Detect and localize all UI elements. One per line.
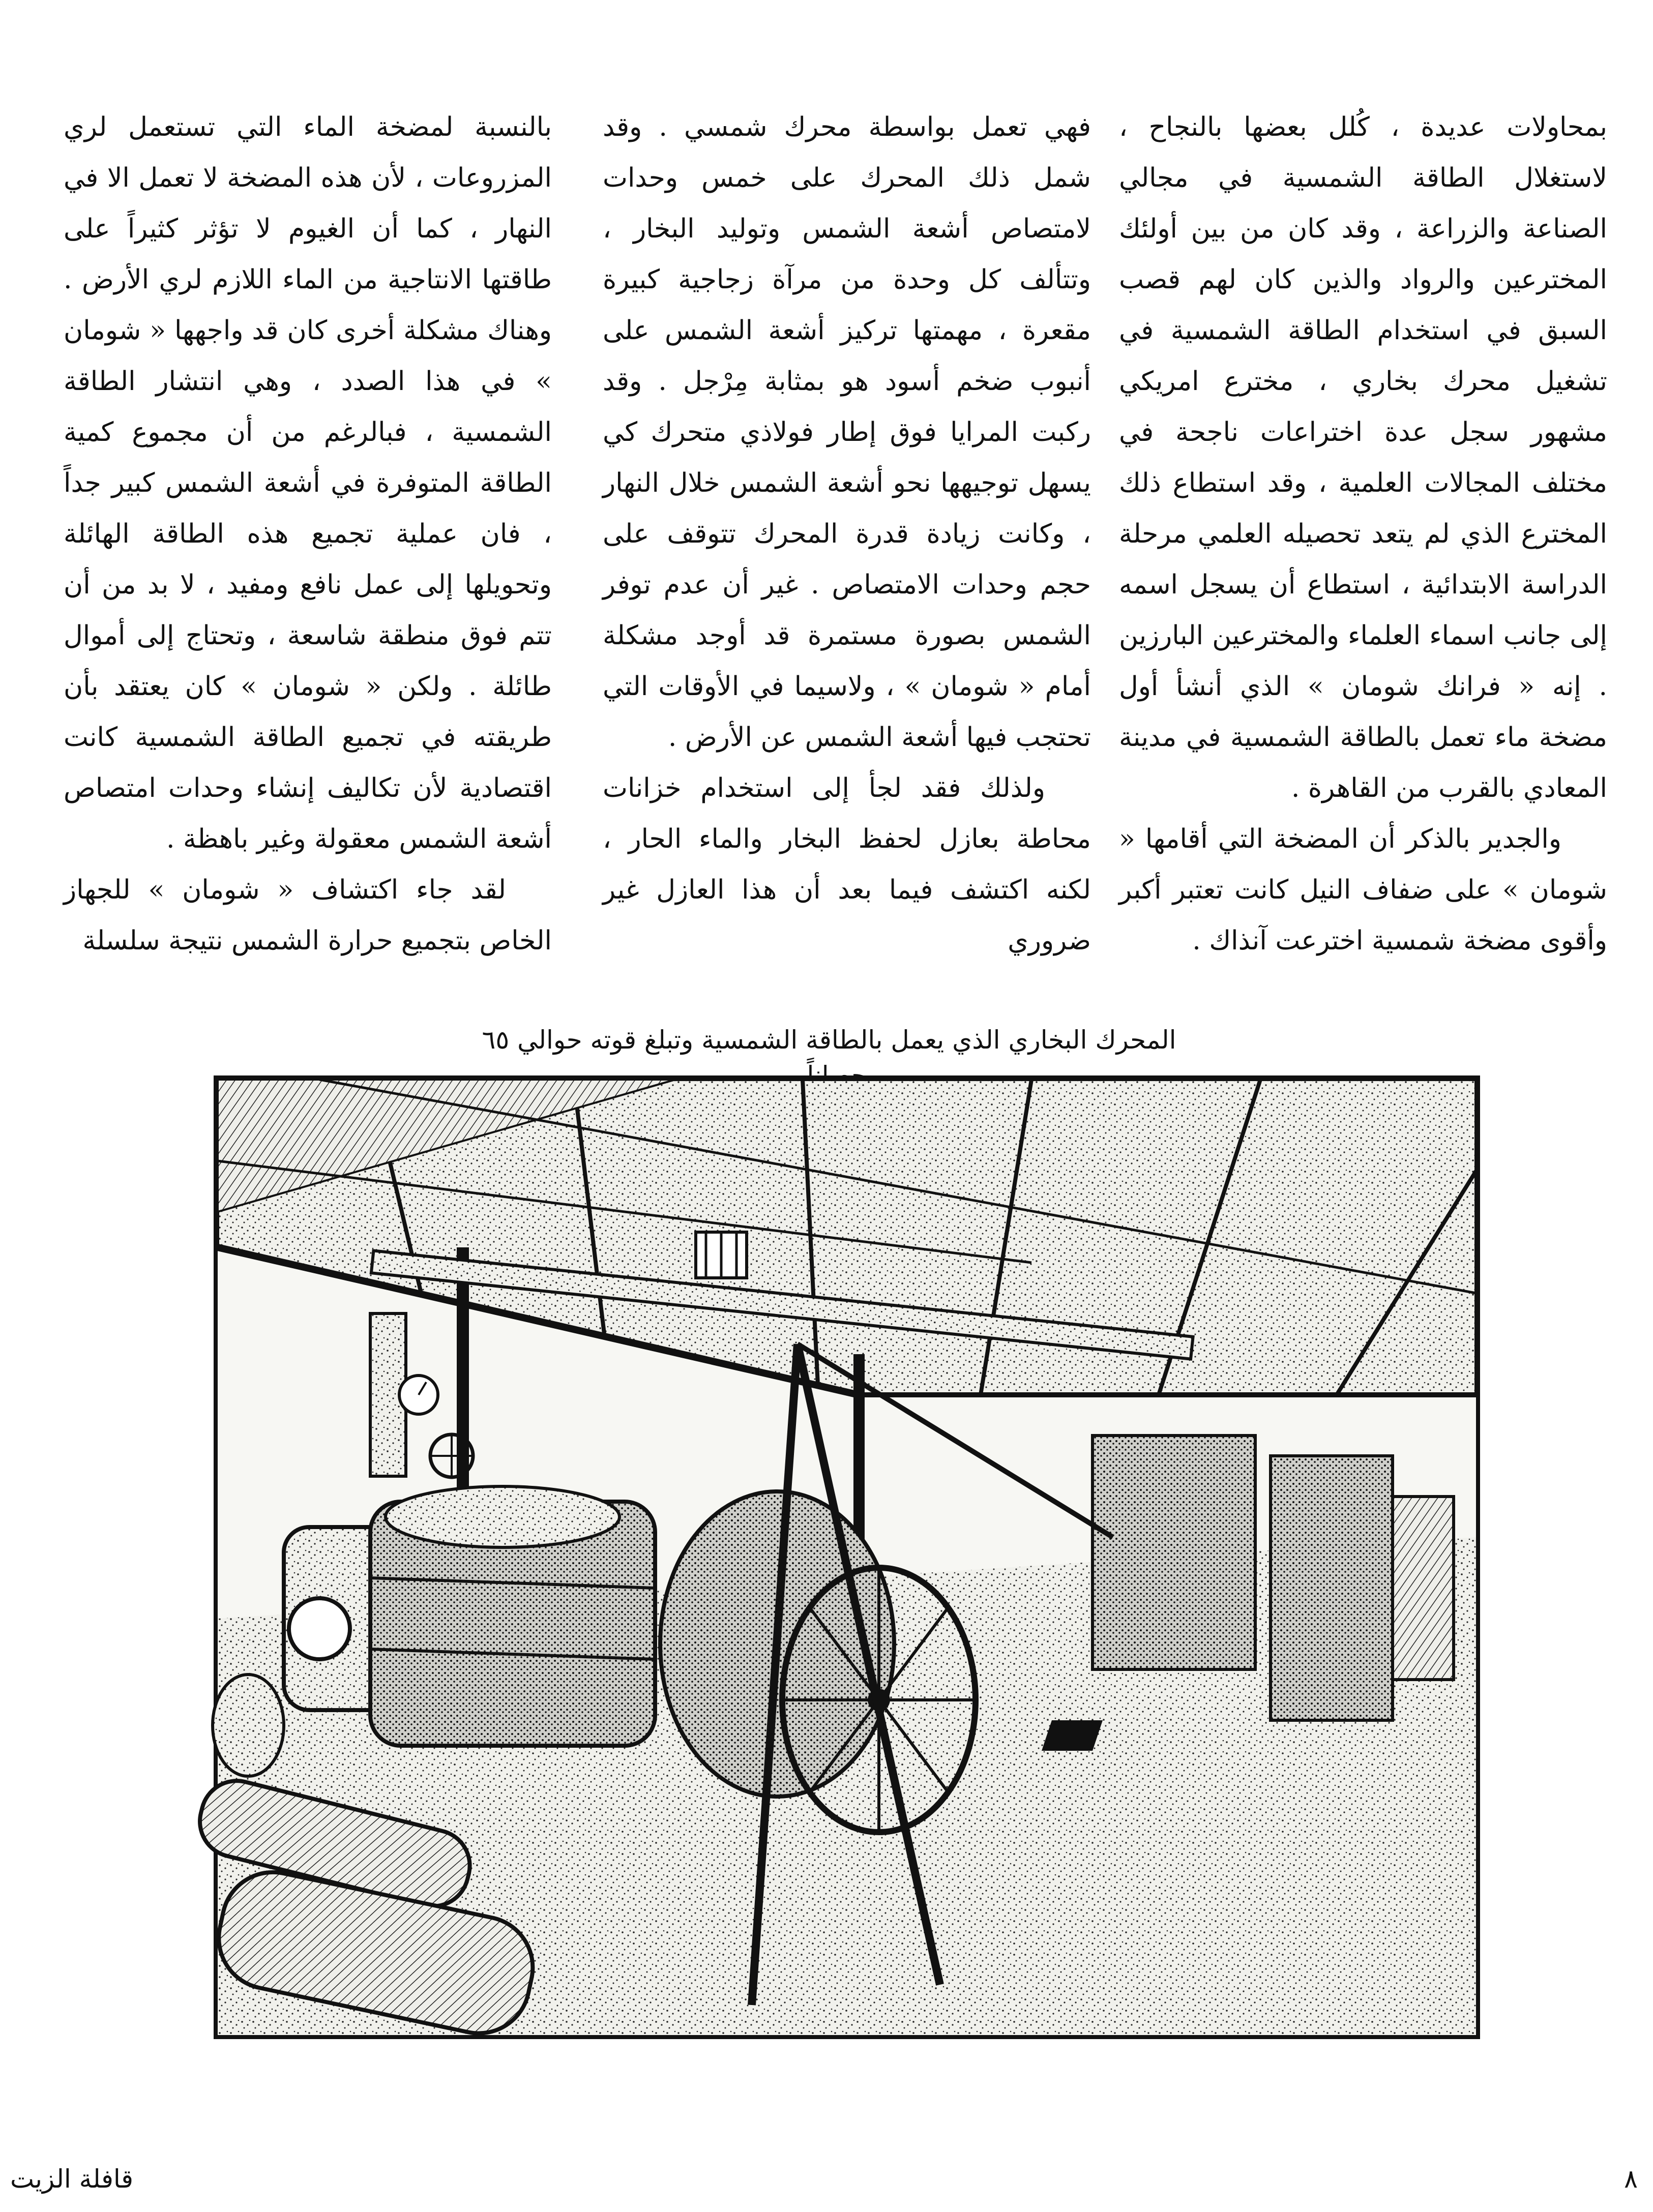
magazine-name: قافلة الزيت <box>10 2164 134 2194</box>
paragraph: فهي تعمل بواسطة محرك شمسي . وقد شمل ذلك المحرك على خمس وحدات لامتصاص أشعة الشمس وتوليد البخار ، وتتألف كل وحدة من مرآة زجاجية كبيرة مقعرة ، مهمتها تركيز أشعة الشمس على أنبوب ضخم أسود هو بمثابة مِرْجل . وقد ركبت المرايا فوق إطار فولاذي متحرك كي يسهل توجيهها نحو أشعة الشمس خلال النهار ، وكانت زيادة قدرة المحرك تتوقف على حجم وحدات الامتصاص . غير أن عدم توفر الشمس بصورة مستمرة قد أوجد مشكلة أمام « شومان » ، ولاسيما في الأوقات التي تحتجب فيها أشعة الشمس عن الأرض . <box>603 112 1091 753</box>
paragraph: بمحاولات عديدة ، كُلل بعضها بالنجاح ، لاستغلال الطاقة الشمسية في مجالي الصناعة والزراعة ، وقد كان من بين أولئك المخترعين والرواد والذين كان لهم قصب السبق في استخدام الطاقة الشمسية في تشغيل محرك بخاري ، مخترع امريكي مشهور سجل عدة اختراعات ناجحة في مختلف المجالات العلمية ، وقد استطاع ذلك المخترع الذي لم يتعد تحصيله العلمي مرحلة الدراسة الابتدائية ، استطاع أن يسجل اسمه إلى جانب اسماء العلماء والمخترعين البارزين . إنه « فرانك شومان » الذي أنشأ أول مضخة ماء تعمل بالطاقة الشمسية في مدينة المعادي بالقرب من القاهرة . <box>1119 112 1607 803</box>
figure-caption: المحرك البخاري الذي يعمل بالطاقة الشمسية وتبلغ قوته حوالي ٦٥ <box>482 1025 1176 1055</box>
paragraph: ولذلك فقد لجأ إلى استخدام خزانات محاطة بعازل لحفظ البخار والماء الحار ، لكنه اكتشف فيما بعد أن هذا العازل غير ضروري <box>603 773 1091 956</box>
steam-engine-illustration <box>214 1075 1480 2039</box>
article-column-middle <box>603 102 1091 956</box>
boiler <box>284 1486 655 1746</box>
article-column-left <box>64 102 552 956</box>
paragraph: لقد جاء اكتشاف « شومان » للجهاز الخاص بتجميع حرارة الشمس نتيجة سلسلة <box>64 875 552 956</box>
paragraph: والجدير بالذكر أن المضخة التي أقامها « شومان » على ضفاف النيل كانت تعتبر أكبر وأقوى مضخة شمسية اخترعت آنذاك . <box>1119 824 1607 956</box>
page-number: ٨ <box>1624 2164 1638 2194</box>
paragraph: بالنسبة لمضخة الماء التي تستعمل لري المزروعات ، لأن هذه المضخة لا تعمل الا في النهار ، كما أن الغيوم لا تؤثر كثيراً على طاقتها الانتاجية من الماء اللازم لري الأرض . وهناك مشكلة أخرى كان قد واجهها « شومان » في هذا الصدد ، وهي انتشار الطاقة الشمسية ، فبالرغم من أن مجموع كمية الطاقة المتوفرة في أشعة الشمس كبير جداً ، فان عملية تجميع هذه الطاقة الهائلة وتحويلها إلى عمل نافع ومفيد ، لا بد من أن تتم فوق منطقة شاسعة ، وتحتاج إلى أموال طائلة . ولكن « شومان » كان يعتقد بأن طريقته في تجميع الطاقة الشمسية كانت اقتصادية لأن تكاليف إنشاء وحدات امتصاص أشعة الشمس معقولة وغير باهظة . <box>64 112 552 854</box>
article-column-right <box>1119 102 1607 956</box>
